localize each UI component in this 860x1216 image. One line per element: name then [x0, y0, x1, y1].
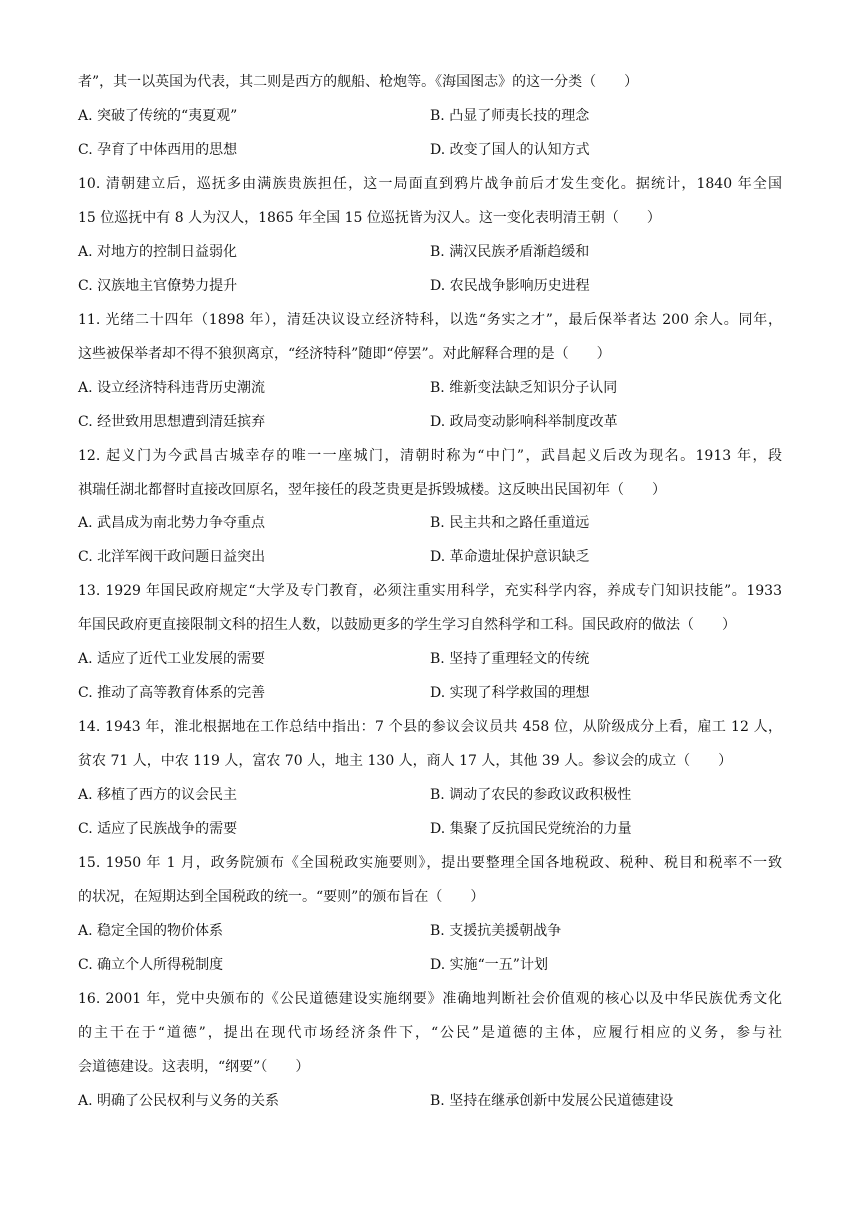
q14-option-d: D. 集聚了反抗国民党统治的力量 [430, 821, 632, 837]
q11-option-d: D. 政局变动影响科举制度改革 [430, 414, 618, 430]
q15-option-a: A. 稳定全国的物价体系 [78, 923, 224, 939]
q9-option-b: B. 凸显了师夷长技的理念 [430, 108, 590, 124]
q11-option-b: B. 维新变法缺乏知识分子认同 [430, 380, 618, 396]
question-14-stem-line1: 14. 1943 年，淮北根据地在工作总结中指出：7 个县的参议会议员共 458 位，从阶级成分上看，雇工 12 人， [78, 719, 782, 735]
question-16-stem-line2: 的主干在于“道德”，提出在现代市场经济条件下，“公民”是道德的主体，应履行相应的义务，参与社 [78, 1025, 782, 1041]
question-15-stem-line1: 15. 1950 年 1 月，政务院颁布《全国税政实施要则》，提出要整理全国各地税政、税种、税目和税率不一致 [78, 855, 782, 871]
q16-option-a: A. 明确了公民权利与义务的关系 [78, 1093, 280, 1109]
question-15-stem-line2: 的状况，在短期达到全国税政的统一。“要则”的颁布旨在（ ） [78, 889, 485, 905]
q10-option-c: C. 汉族地主官僚势力提升 [78, 278, 238, 294]
q10-option-d: D. 农民战争影响历史进程 [430, 278, 590, 294]
q16-option-b: B. 坚持在继承创新中发展公民道德建设 [430, 1093, 674, 1109]
q12-option-a: A. 武昌成为南北势力争夺重点 [78, 515, 266, 531]
q11-option-a: A. 设立经济特科违背历史潮流 [78, 380, 266, 396]
q15-option-c: C. 确立个人所得税制度 [78, 957, 224, 973]
question-16-stem-line3: 会道德建设。这表明，“纲要”（ ） [78, 1059, 310, 1075]
q12-option-c: C. 北洋军阀干政问题日益突出 [78, 549, 266, 565]
q13-option-b: B. 坚持了重理轻文的传统 [430, 651, 590, 667]
q13-option-c: C. 推动了高等教育体系的完善 [78, 685, 266, 701]
question-13-stem-line2: 年国民政府更直接限制文科的招生人数，以鼓励更多的学生学习自然科学和工科。国民政府的做法（ ） [78, 617, 736, 633]
q13-option-a: A. 适应了近代工业发展的需要 [78, 651, 266, 667]
question-12-stem-line2: 祺瑞任湖北都督时直接改回原名，翌年接任的段芝贵更是拆毁城楼。这反映出民国初年（ ） [78, 482, 666, 498]
question-12-stem-line1: 12. 起义门为今武昌古城幸存的唯一一座城门，清朝时称为“中门”，武昌起义后改为现名。1913 年，段 [78, 448, 782, 464]
q12-option-d: D. 革命遗址保护意识缺乏 [430, 549, 590, 565]
q14-option-c: C. 适应了民族战争的需要 [78, 821, 238, 837]
question-9-stem-tail: 者”，其一以英国为代表，其二则是西方的舰船、枪炮等。《海国图志》的这一分类（ ） [78, 74, 639, 90]
question-11-stem-line2: 这些被保举者却不得不狼狈离京，“经济特科”随即“停罢”。对此解释合理的是（ ） [78, 346, 611, 362]
q11-option-c: C. 经世致用思想遭到清廷摈弃 [78, 414, 266, 430]
question-13-stem-line1: 13. 1929 年国民政府规定“大学及专门教育，必须注重实用科学，充实科学内容，养成专门知识技能”。1933 [78, 583, 782, 599]
q9-option-a: A. 突破了传统的“夷夏观” [78, 108, 238, 124]
question-16-stem-line1: 16. 2001 年，党中央颁布的《公民道德建设实施纲要》准确地判断社会价值观的核心以及中华民族优秀文化 [78, 991, 782, 1007]
q15-option-d: D. 实施“一五”计划 [430, 957, 548, 973]
question-10-stem-line1: 10. 清朝建立后，巡抚多由满族贵族担任，这一局面直到鸦片战争前后才发生变化。据统计，1840 年全国 [78, 176, 782, 192]
q15-option-b: B. 支援抗美援朝战争 [430, 923, 562, 939]
q10-option-a: A. 对地方的控制日益弱化 [78, 244, 238, 260]
question-11-stem-line1: 11. 光绪二十四年（1898 年），清廷决议设立经济特科，以选“务实之才”，最后保举者达 200 余人。同年， [78, 312, 782, 328]
q14-option-a: A. 移植了西方的议会民主 [78, 787, 238, 803]
question-14-stem-line2: 贫农 71 人，中农 119 人，富农 70 人，地主 130 人，商人 17 人，其他 39 人。参议会的成立（ ） [78, 753, 733, 769]
question-10-stem-line2: 15 位巡抚中有 8 人为汉人，1865 年全国 15 位巡抚皆为汉人。这一变化表明清王朝（ ） [78, 210, 661, 226]
q9-option-c: C. 孕育了中体西用的思想 [78, 142, 238, 158]
q13-option-d: D. 实现了科学救国的理想 [430, 685, 590, 701]
q12-option-b: B. 民主共和之路任重道远 [430, 515, 590, 531]
q9-option-d: D. 改变了国人的认知方式 [430, 142, 590, 158]
q14-option-b: B. 调动了农民的参政议政积极性 [430, 787, 632, 803]
q10-option-b: B. 满汉民族矛盾渐趋缓和 [430, 244, 590, 260]
